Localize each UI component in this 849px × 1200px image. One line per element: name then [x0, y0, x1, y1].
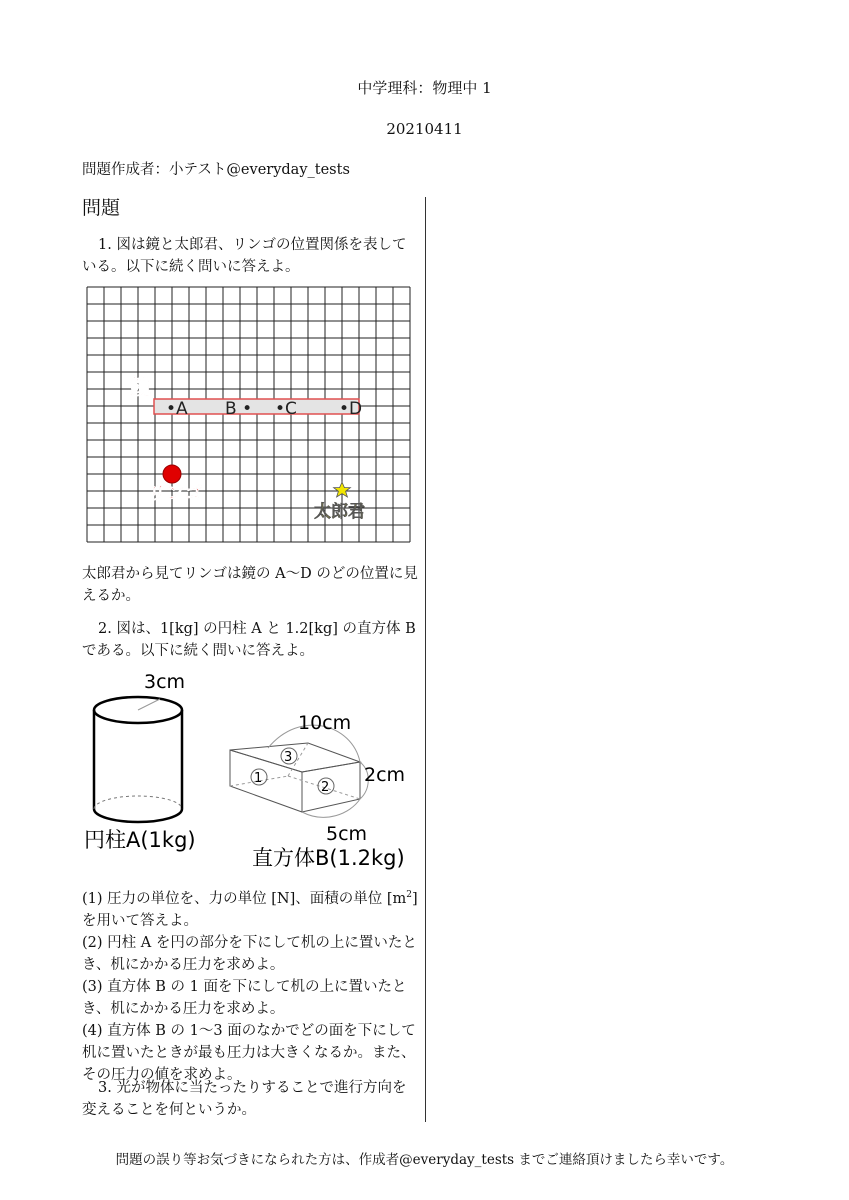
box-dimension-bottom: 5cm: [326, 823, 368, 845]
face-2-label: 2: [321, 780, 330, 795]
q2-sub4: (4) 直方体 B の 1～3 面のなかでどの面を下にして机に置いたときが最も圧力は大きくなるか。また、その圧力の値を求めよ。: [82, 1023, 416, 1083]
point-b: B •: [225, 399, 253, 419]
date: 20210411: [386, 120, 463, 138]
point-c: •C: [275, 399, 297, 419]
mirror-grid-figure: [86, 286, 412, 544]
point-d: •D: [339, 399, 363, 419]
q2-sub1-superscript: 2: [406, 890, 413, 901]
q1-prompt: 1. 図は鏡と太郎君、リンゴの位置関係を表している。以下に続く問いに答えよ。: [82, 237, 407, 275]
taro-label: 太郎君: [314, 502, 365, 522]
q2-sub1-text: (1) 圧力の単位を、力の単位 [N]、面積の単位 [m: [82, 891, 407, 907]
cylinder-label: 円柱A(1kg): [84, 828, 196, 852]
box-dimension-top: 10cm: [298, 712, 352, 734]
q1-question: 太郎君から見てリンゴは鏡の A～D のどの位置に見えるか。: [82, 566, 418, 604]
page-title: 中学理科：物理中 1: [357, 79, 492, 97]
cylinder-dimension: 3cm: [144, 671, 186, 693]
q2-sub1: [82, 888, 418, 932]
face-1-label: 1: [254, 771, 263, 786]
box-dimension-side: 2cm: [364, 764, 406, 786]
point-a: •A: [166, 399, 188, 419]
apple-label: リンゴ: [148, 483, 202, 504]
q2-sub3: (3) 直方体 B の 1 面を下にして机の上に置いたとき、机にかかる圧力を求めよ。: [82, 979, 407, 1017]
q2-sub1-text-end: ] を用いて答えよ。: [82, 891, 418, 929]
solids-figure: [80, 664, 425, 874]
footer-note: 問題の誤り等お気づきになられた方は、作成者@everyday_tests までご連絡頂けましたら幸いです。: [115, 1152, 734, 1168]
q2-sub2: (2) 円柱 A を円の部分を下にして机の上に置いたとき、机にかかる圧力を求めよ。: [82, 935, 417, 973]
mirror-label: 鏡: [130, 375, 151, 399]
face-3-label: 3: [284, 750, 293, 765]
cylinder-a: [94, 697, 182, 822]
box-b: [230, 725, 368, 817]
section-heading: 問題: [82, 197, 121, 219]
column-divider: [425, 197, 426, 1122]
q2-prompt: 2. 図は、1[kg] の円柱 A と 1.2[kg] の直方体 B である。以下に続く問いに答えよ。: [82, 621, 416, 659]
q3-prompt: 3. 光が物体に当たったりすることで進行方向を変えることを何というか。: [82, 1080, 407, 1118]
box-label: 直方体B(1.2kg): [252, 846, 405, 870]
apple-icon: [163, 465, 181, 483]
author: 問題作成者：小テスト@everyday_tests: [82, 162, 350, 178]
